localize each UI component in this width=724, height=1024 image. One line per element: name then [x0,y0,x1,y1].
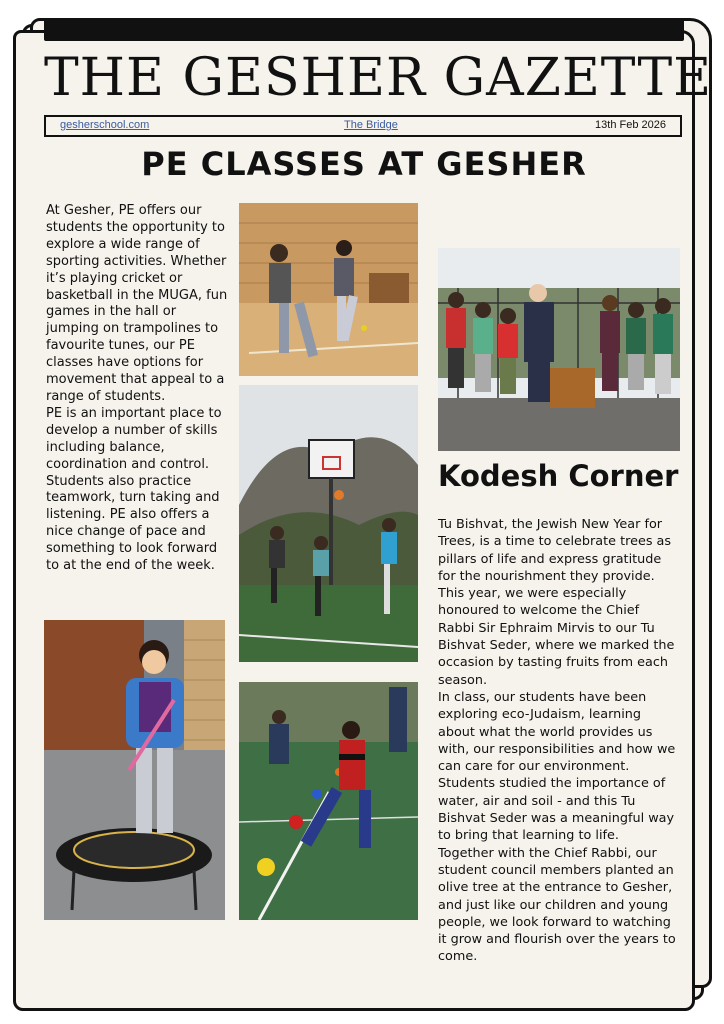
kodesh-paragraph: In class, our students have been exploring eco-Judaism, learning about what the world provides us with, our responsibilities and how we can care for our environment. Students studied the importance of water, air and soil - and this Tu Bishvat Seder was a meaningful way to bring that learning to life. [438,689,676,844]
photo-cones-game [239,682,418,920]
info-bar [44,115,682,137]
kodesh-corner-title: Kodesh Corner [438,459,679,493]
section-link[interactable]: The Bridge [344,119,398,131]
website-link[interactable]: gesherschool.com [60,119,150,131]
photo-trampoline [44,620,225,920]
masthead-title: THE GESHER GAZETTE [44,48,713,108]
photo-hall-games [239,203,418,376]
pe-paragraph: PE is an important place to develop a number of skills including balance, coordination and control. Students also practice teamwork, turn taking and listening. PE also offers a nice change of pace and something to look forward to at the end of the week. [46,405,222,574]
pe-article [46,203,232,575]
issue-date: 13th Feb 2026 [595,119,666,131]
photo-tu-bishvat-group [438,248,680,451]
kodesh-corner-article [438,516,678,966]
pe-paragraph: At Gesher, PE offers our students the opportunity to explore a wide range of sporting activities. Whether it’s playing cricket or basketball in the MUGA, fun games in the hall or jumping on trampolines to favourite tunes, our PE classes have options for movement that appeal to a range of students. [46,203,228,404]
photo-basketball [239,385,418,662]
top-black-bar [44,19,684,41]
kodesh-paragraph: Tu Bishvat, the Jewish New Year for Trees, is a time to celebrate trees as pillars of life and express gratitude for the nourishment they provide. This year, we were especially honoured to welcome the Chief Rabbi Sir Ephraim Mirvis to our Tu Bishvat Seder, where we marked the occasion by tasting fruits from each season. [438,517,675,688]
headline: PE CLASSES AT GESHER [141,145,587,183]
kodesh-paragraph: Together with the Chief Rabbi, our student council members planted an olive tree at the entrance to Gesher, and just like our children and young people, we look forward to watching it grow and flourish over the years to come. [438,845,676,965]
